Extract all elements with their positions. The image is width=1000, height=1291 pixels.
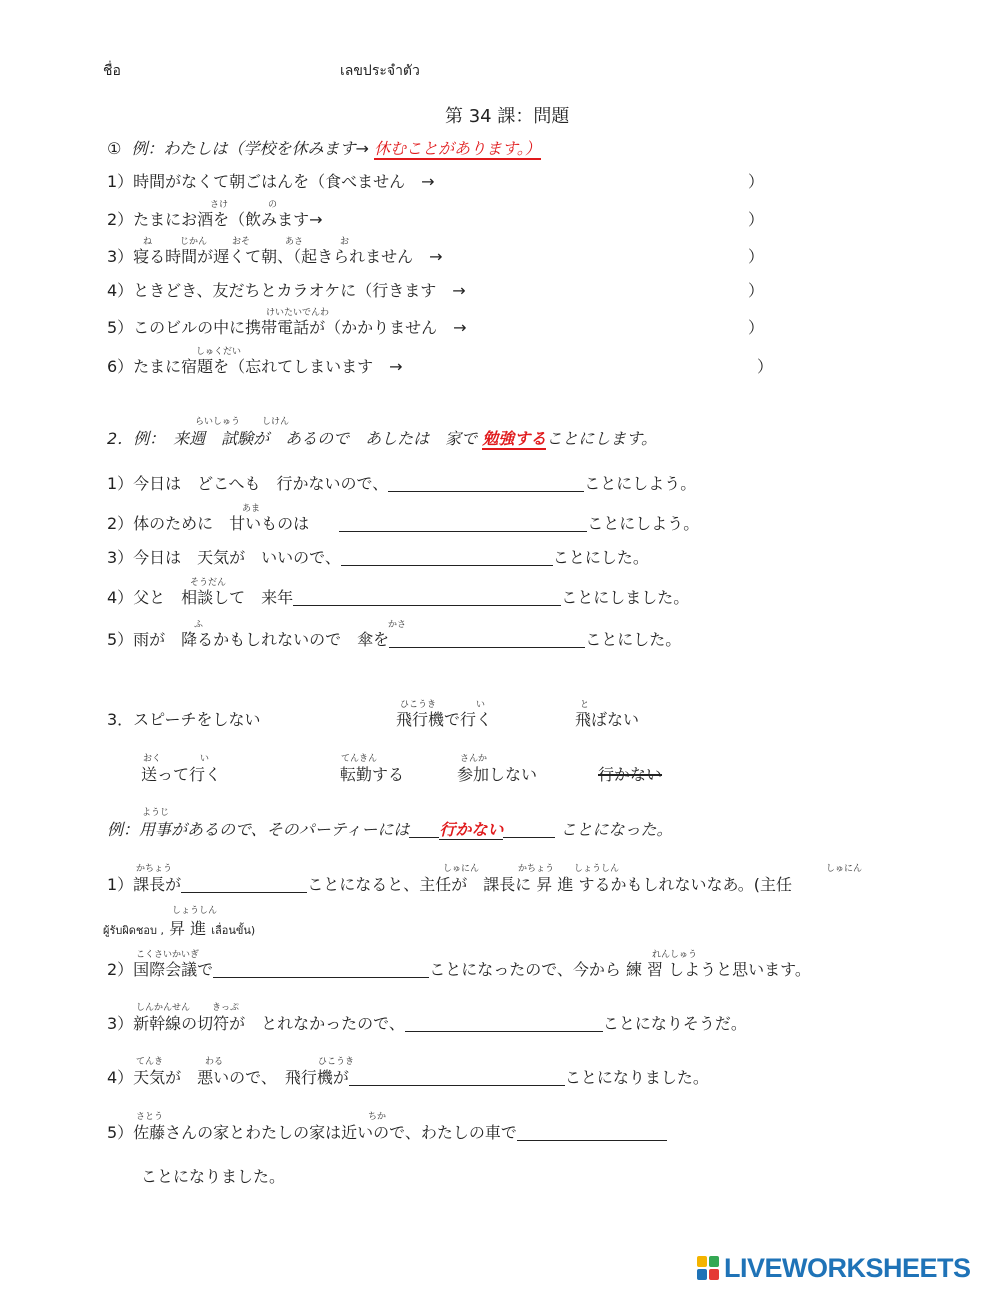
logo-blocks-icon <box>697 1256 719 1280</box>
ruby: あさ <box>285 237 304 247</box>
s3-choice-airplane: 飛行機で行く <box>396 710 493 729</box>
page-title: 第 34 課：問題 <box>445 106 570 127</box>
s1-example-lead: 例：わたしは（学校を休みます→ <box>131 139 369 158</box>
ruby: しゅにん <box>443 864 480 874</box>
s3-item-1-note <box>103 921 255 937</box>
s3-item-3-blank[interactable] <box>405 1017 603 1032</box>
s1-item-4: 4）ときどき、友だちとカラオケに（行きます → <box>107 281 466 300</box>
ruby: ひこうき <box>318 1057 355 1067</box>
s2-item-5-blank[interactable] <box>389 633 585 648</box>
s1-item-6-close: ） <box>757 357 774 376</box>
s2-example-answer: 勉強する <box>482 429 547 448</box>
s1-example-answer: 休むことがあります。） <box>374 139 541 158</box>
s2-item-1 <box>107 476 696 492</box>
ruby: さけ <box>210 200 229 210</box>
s2-item-4-blank[interactable] <box>293 591 561 606</box>
s3-example-answer: 行かない <box>439 820 504 839</box>
s2-example-lead: 2．例： 来週 試験が あるので あしたは 家で <box>107 429 478 448</box>
s2-example <box>107 431 657 447</box>
s2-item-1-blank[interactable] <box>388 477 584 492</box>
s2-item-3-blank[interactable] <box>341 551 553 566</box>
ruby: ふ <box>194 620 204 630</box>
s2-item-3-suffix: ことにした。 <box>552 548 649 567</box>
s1-item-2: 2）たまにお酒を（飲みます→ <box>107 210 323 229</box>
ruby: さんか <box>460 754 488 764</box>
s1-item-5-close: ） <box>748 318 765 337</box>
s2-item-1-suffix: ことにしよう。 <box>584 474 697 493</box>
ruby: しょうしん <box>574 864 620 874</box>
s2-item-2-text: 2）体のために 甘いものは <box>107 514 310 533</box>
logo-block <box>697 1269 707 1280</box>
s3-item-1 <box>107 877 792 893</box>
ruby: じかん <box>180 237 208 247</box>
s3-example-blank-left <box>409 823 439 838</box>
ruby: ね <box>143 237 153 247</box>
name-label: ชื่อ <box>103 63 121 79</box>
s1-example-marker: ① <box>107 139 122 158</box>
s3-item-3-text: 3）新幹線の切符が とれなかったので、 <box>107 1014 405 1033</box>
ruby: おく <box>143 754 162 764</box>
s1-item-1: 1）時間がなくて朝ごはんを（食べません → <box>107 172 435 191</box>
s3-choice-send-off: 送って行く <box>141 765 222 784</box>
s3-item-5-text: 5）佐藤さんの家とわたしの家は近いので、わたしの車で <box>107 1123 517 1142</box>
s3-item-1-suffix: ことになると、主任が 課長に 昇 進 するかもしれないなあ。(主任 <box>307 875 793 894</box>
ruby: と <box>580 700 590 710</box>
ruby: おそ <box>232 237 251 247</box>
ruby: てんき <box>136 1057 164 1067</box>
ruby: れんしゅう <box>652 950 698 960</box>
s2-item-3-text: 3）今日は 天気が いいので、 <box>107 548 341 567</box>
s3-item-2-blank[interactable] <box>213 963 429 978</box>
s3-item-2 <box>107 962 811 978</box>
ruby: てんきん <box>341 754 378 764</box>
s1-item-5: 5）このビルの中に携帯電話が（かかりません → <box>107 318 467 337</box>
s1-example <box>107 141 541 157</box>
ruby: い <box>476 700 486 710</box>
s3-example <box>107 822 673 838</box>
ruby: さとう <box>136 1112 164 1122</box>
ruby: い <box>200 754 210 764</box>
ruby: あま <box>242 504 261 514</box>
s3-item-1-blank[interactable] <box>181 878 307 893</box>
ruby: かさ <box>388 620 407 630</box>
s1-item-3: 3）寝る時間が遅くて朝、（起きられません → <box>107 247 443 266</box>
s3-example-lead: 例：用事があるので、そのパーティーには <box>107 820 410 839</box>
s1-item-2-close: ） <box>748 210 765 229</box>
ruby: しゅにん <box>826 864 863 874</box>
s3-item-4-suffix: ことになりました。 <box>564 1068 709 1087</box>
ruby: ひこうき <box>400 700 437 710</box>
s2-item-2 <box>107 516 699 532</box>
s1-item-6: 6）たまに宿題を（忘れてしまいます → <box>107 357 403 376</box>
s3-item-2-suffix: ことになったので、今から 練 習 しようと思います。 <box>429 960 811 979</box>
s1-item-4-close: ） <box>748 281 765 300</box>
s2-item-5-text: 5）雨が 降るかもしれないので 傘を <box>107 630 390 649</box>
ruby: ちか <box>368 1112 387 1122</box>
note-thai-1: ผู้รับผิดชอบ , <box>103 924 164 937</box>
s3-item-3-suffix: ことになりそうだ。 <box>602 1014 747 1033</box>
s3-choice-not-attend: 参加しない <box>457 765 538 784</box>
ruby: しけん <box>262 417 290 427</box>
s3-item-1-text: 1）課長が <box>107 875 182 894</box>
s1-item-1-close: ） <box>748 172 765 191</box>
s2-item-1-text: 1）今日は どこへも 行かないので、 <box>107 474 389 493</box>
ruby: らいしゅう <box>195 417 241 427</box>
ruby: けいたいでんわ <box>266 308 330 318</box>
s3-choice-not-fly: 飛ばない <box>575 710 640 729</box>
s3-item-2-text: 2）国際会議で <box>107 960 214 979</box>
s3-item-4-text: 4）天気が 悪いので、 飛行機が <box>107 1068 349 1087</box>
id-label: เลขประจำตัว <box>340 63 420 79</box>
ruby: わる <box>205 1057 224 1067</box>
s2-item-2-suffix: ことにしよう。 <box>587 514 700 533</box>
ruby: の <box>268 200 278 210</box>
logo-text: LIVEWORKSHEETS <box>724 1252 971 1283</box>
s2-item-5 <box>107 632 681 648</box>
ruby: こくさいかいぎ <box>136 950 200 960</box>
s3-item-5-continuation: ことになりました。 <box>141 1167 286 1186</box>
ruby: しゅくだい <box>196 347 242 357</box>
s3-choice-not-go-used: 行かない <box>598 765 663 784</box>
ruby: ようじ <box>142 808 170 818</box>
s3-item-3 <box>107 1016 747 1032</box>
s2-item-4 <box>107 590 689 606</box>
note-kanji: 昇 進 <box>169 919 207 938</box>
ruby: そうだん <box>190 578 227 588</box>
s2-item-3 <box>107 550 649 566</box>
s3-choice-speech: 3．スピーチをしない <box>107 710 261 729</box>
s3-example-tail: ことになった。 <box>560 820 673 839</box>
logo-block <box>709 1256 719 1267</box>
s2-example-tail: ことにします。 <box>546 429 658 448</box>
s3-choice-transfer: 転勤する <box>340 765 405 784</box>
s3-item-5 <box>107 1125 667 1141</box>
s2-item-2-blank[interactable] <box>339 517 587 532</box>
s3-item-4-blank[interactable] <box>349 1071 565 1086</box>
ruby: しんかんせん <box>136 1003 191 1013</box>
s2-item-5-suffix: ことにした。 <box>585 630 682 649</box>
ruby: お <box>340 237 350 247</box>
s3-item-4 <box>107 1070 709 1086</box>
s2-item-4-suffix: ことにしました。 <box>561 588 690 607</box>
s1-item-3-close: ） <box>748 247 765 266</box>
ruby: かちょう <box>136 864 173 874</box>
liveworksheets-logo <box>697 1251 971 1285</box>
s3-item-5-blank[interactable] <box>517 1126 667 1141</box>
note-thai-2: เลื่อนขั้น) <box>211 924 256 937</box>
s3-example-blank-right <box>503 823 555 838</box>
ruby: かちょう <box>518 864 555 874</box>
s2-item-4-text: 4）父と 相談して 来年 <box>107 588 294 607</box>
logo-block <box>709 1269 719 1280</box>
logo-block <box>697 1256 707 1267</box>
ruby: しょうしん <box>172 906 218 916</box>
ruby: きっぷ <box>212 1003 240 1013</box>
